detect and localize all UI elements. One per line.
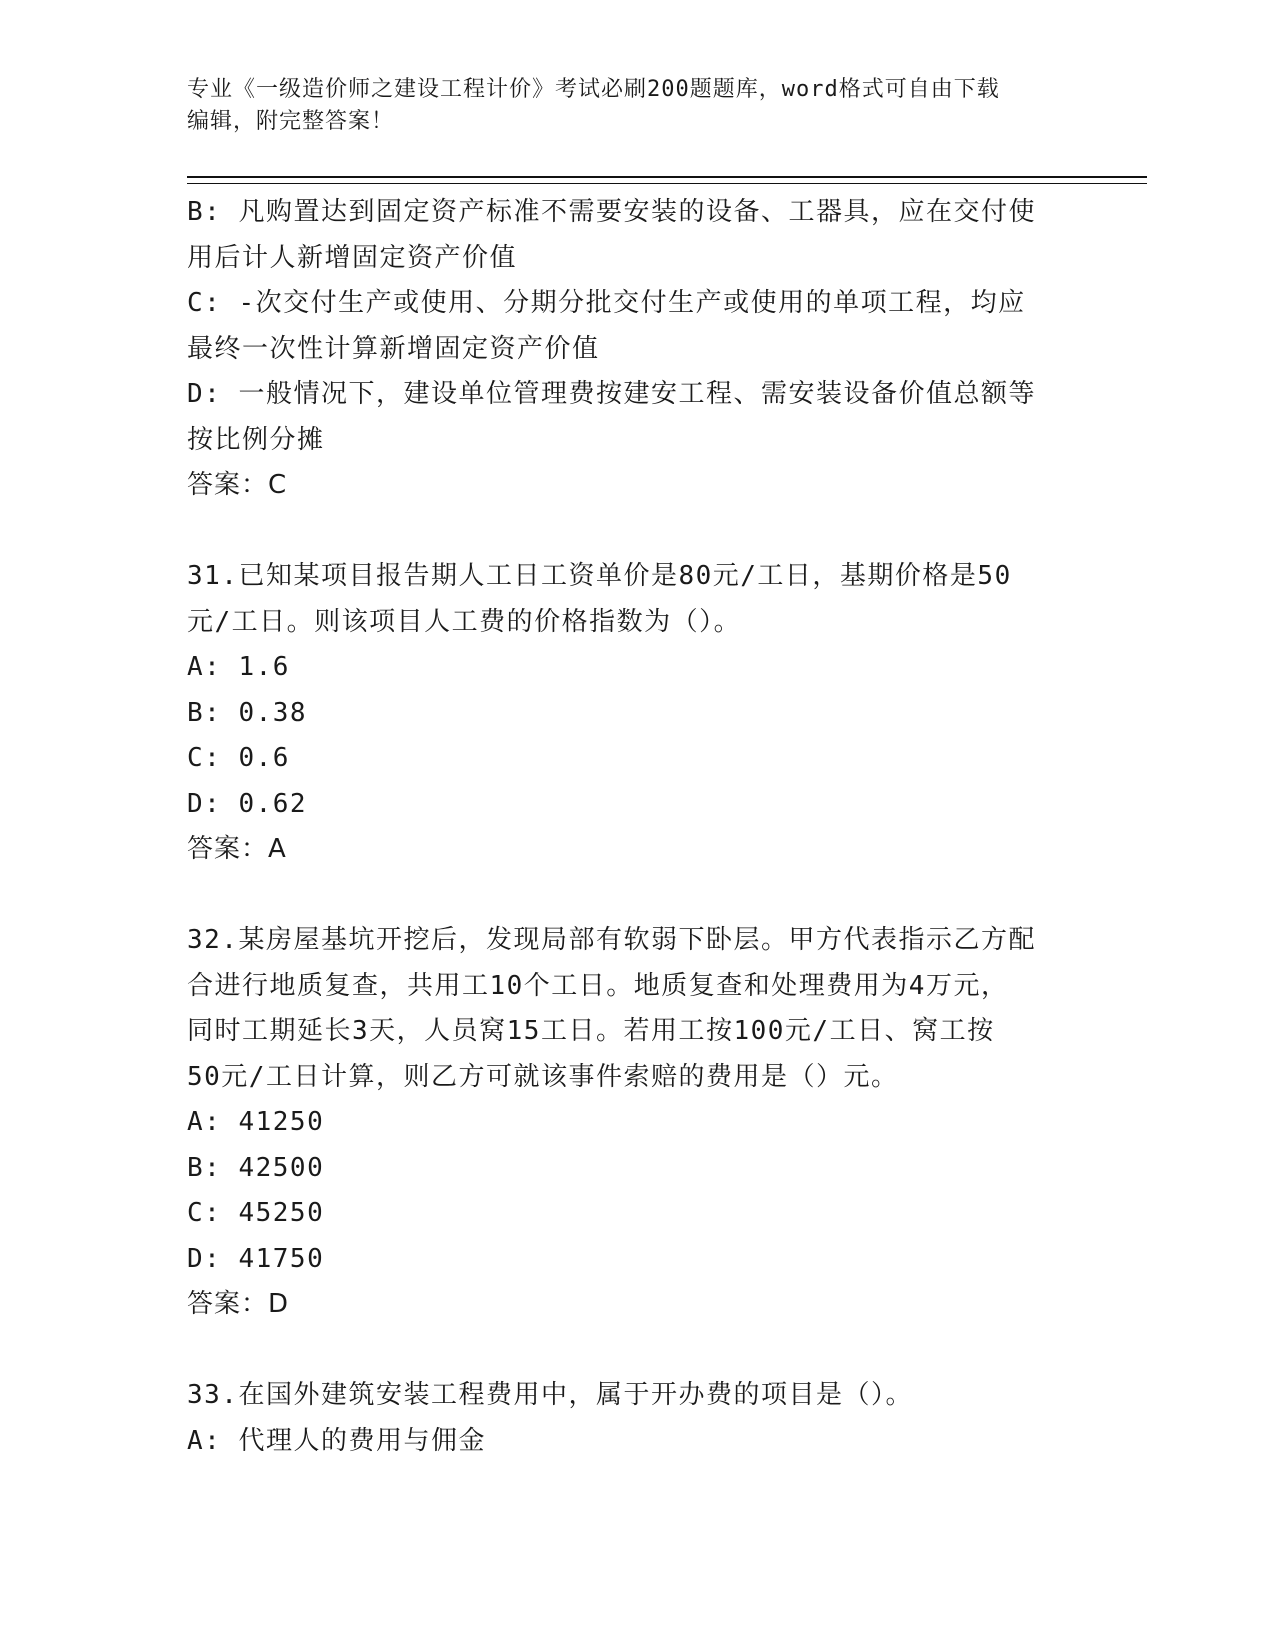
- question-stem-line: 32.某房屋基坑开挖后，发现局部有软弱下卧层。甲方代表指示乙方配: [187, 925, 1036, 955]
- option-a: A: 代理人的费用与佣金: [187, 1425, 486, 1456]
- question-stem-line: 元/工日。则该项目人工费的价格指数为（）。: [187, 606, 742, 637]
- prev-question-block: [187, 190, 1067, 509]
- option-c-line-1: C: -次交付生产或使用、分期分批交付生产或使用的单项工程，均应: [187, 288, 1026, 318]
- option-b: B: 42500: [187, 1152, 325, 1183]
- option-d: D: 41750: [187, 1243, 325, 1274]
- option-c: C: 0.6: [187, 743, 290, 773]
- question-32: [187, 918, 1067, 1328]
- answer-label: 答案：A: [187, 834, 287, 864]
- option-b-line-1: B: 凡购置达到固定资产标准不需要安装的设备、工器具，应在交付使: [187, 197, 1036, 227]
- answer-label: 答案：D: [187, 1289, 290, 1319]
- option-c-line-2: 最终一次性计算新增固定资产价值: [187, 333, 600, 364]
- option-d-line-2: 按比例分摊: [187, 424, 325, 455]
- question-stem-line: 同时工期延长3天，人员窝15工日。若用工按100元/工日、窝工按: [187, 1016, 995, 1046]
- option-d-line-1: D: 一般情况下，建设单位管理费按建安工程、需安装设备价值总额等: [187, 379, 1036, 409]
- option-c: C: 45250: [187, 1198, 325, 1228]
- header-divider-thin: [187, 183, 1147, 184]
- header-line-2: 编辑，附完整答案！: [187, 109, 395, 134]
- spacer: [187, 509, 1067, 555]
- question-stem-line: 50元/工日计算，则乙方可就该事件索赔的费用是（）元。: [187, 1061, 899, 1092]
- answer-label: 答案：C: [187, 470, 288, 500]
- option-d: D: 0.62: [187, 788, 308, 819]
- option-b-line-2: 用后计人新增固定资产价值: [187, 242, 518, 273]
- question-33: [187, 1373, 1067, 1464]
- header-line-1: 专业《一级造价师之建设工程计价》考试必刷200题题库，word格式可自由下载: [187, 77, 1000, 102]
- spacer: [187, 873, 1067, 919]
- header-divider-thick: [187, 176, 1147, 178]
- option-a: A: 1.6: [187, 652, 290, 682]
- question-stem-line: 31.已知某项目报告期人工日工资单价是80元/工日，基期价格是50: [187, 561, 1012, 591]
- option-b: B: 0.38: [187, 697, 308, 728]
- question-content: [187, 190, 1067, 1464]
- document-header: [187, 74, 1087, 138]
- question-stem-line: 33.在国外建筑安装工程费用中，属于开办费的项目是（）。: [187, 1380, 913, 1410]
- question-31: [187, 554, 1067, 873]
- option-a: A: 41250: [187, 1107, 325, 1137]
- question-stem-line: 合进行地质复查，共用工10个工日。地质复查和处理费用为4万元，: [187, 970, 1009, 1001]
- spacer: [187, 1328, 1067, 1374]
